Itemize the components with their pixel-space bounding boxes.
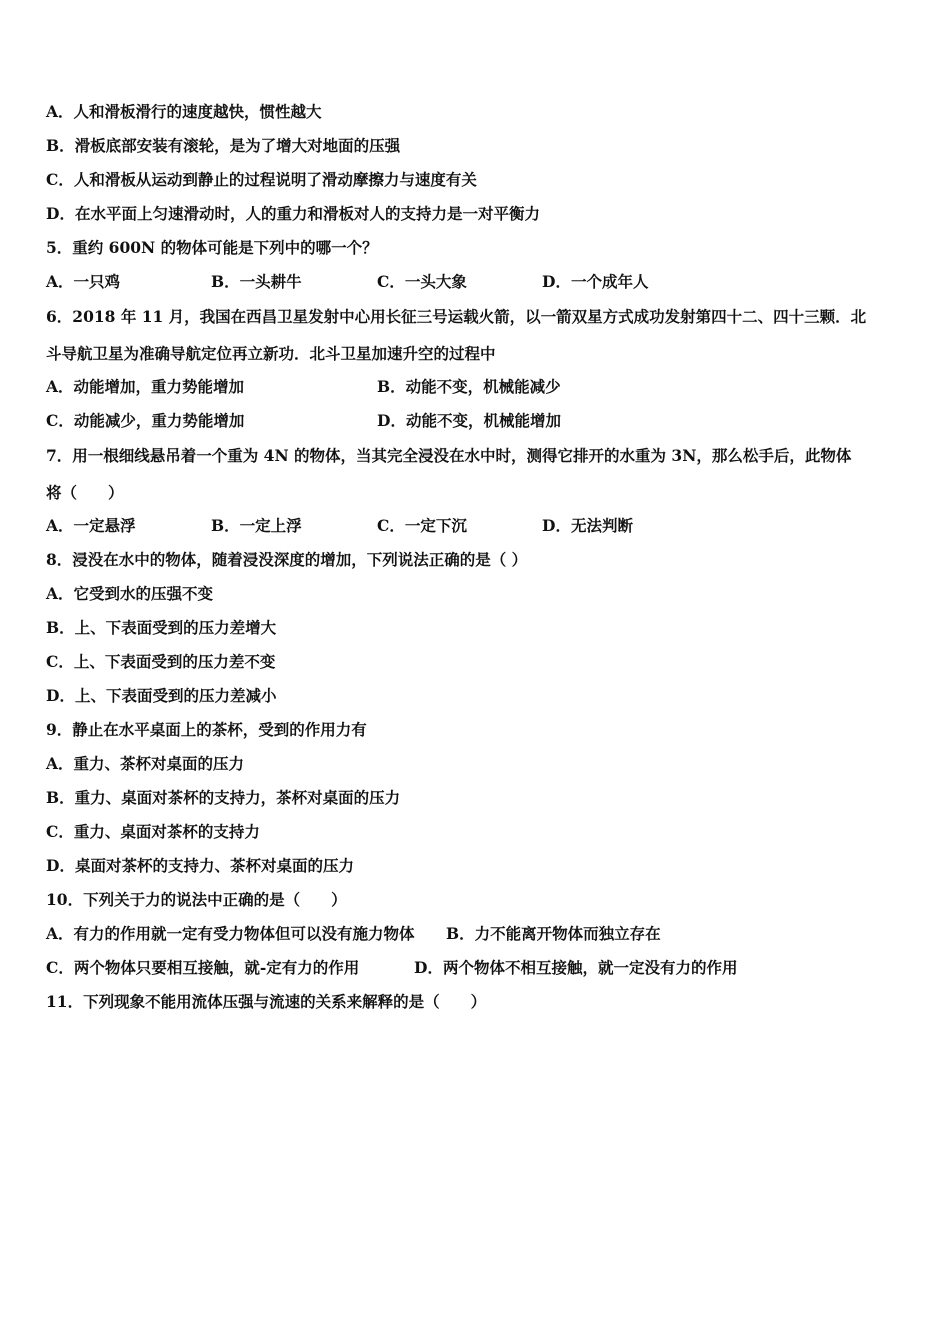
- q6-option-c: C．动能减少，重力势能增加: [46, 411, 245, 430]
- q8-option-b: B．上、下表面受到的压力差增大: [46, 618, 277, 637]
- q8-stem: 8．浸没在水中的物体，随着浸没深度的增加，下列说法正确的是（ ）: [46, 550, 528, 569]
- q4-option-b: B．滑板底部安装有滚轮，是为了增大对地面的压强: [46, 136, 401, 155]
- q6-option-b: B．动能不变，机械能减少: [377, 377, 561, 396]
- q11-stem: 11．下列现象不能用流体压强与流速的关系来解释的是（ ）: [46, 992, 487, 1011]
- q7-stem-line1: 7．用一根细线悬吊着一个重为 4N 的物体，当其完全浸没在水中时，测得它排开的水重为 3N，那么松手后，此物体: [46, 446, 852, 465]
- q4-option-d: D．在水平面上匀速滑动时，人的重力和滑板对人的支持力是一对平衡力: [46, 204, 540, 223]
- q9-option-d: D．桌面对茶杯的支持力、茶杯对桌面的压力: [46, 856, 354, 875]
- q6-option-d: D．动能不变，机械能增加: [377, 411, 561, 430]
- q6-option-a: A．动能增加，重力势能增加: [46, 377, 245, 396]
- q5-option-c: C．一头大象: [377, 272, 467, 291]
- q4-option-c: C．人和滑板从运动到静止的过程说明了滑动摩擦力与速度有关: [46, 170, 477, 189]
- q6-stem-line2: 斗导航卫星为准确导航定位再立新功．北斗卫星加速升空的过程中: [46, 344, 496, 363]
- q7-stem-line2: 将（ ）: [46, 483, 124, 502]
- q5-stem: 5．重约 600N 的物体可能是下列中的哪一个？: [46, 238, 378, 257]
- q7-option-d: D．无法判断: [542, 516, 633, 535]
- q10-option-c: C．两个物体只要相互接触，就-定有力的作用: [46, 958, 360, 977]
- q5-option-d: D．一个成年人: [542, 272, 649, 291]
- q5-option-b: B．一头耕牛: [211, 272, 302, 291]
- q5-option-a: A．一只鸡: [46, 272, 121, 291]
- q9-option-a: A．重力、茶杯对桌面的压力: [46, 754, 245, 773]
- q9-option-c: C．重力、桌面对茶杯的支持力: [46, 822, 260, 841]
- q7-option-c: C．一定下沉: [377, 516, 467, 535]
- q4-option-a: A．人和滑板滑行的速度越快，惯性越大: [46, 102, 322, 121]
- q8-option-c: C．上、下表面受到的压力差不变: [46, 652, 276, 671]
- q9-option-b: B．重力、桌面对茶杯的支持力，茶杯对桌面的压力: [46, 788, 401, 807]
- q10-stem: 10．下列关于力的说法中正确的是（ ）: [46, 890, 347, 909]
- q10-option-b: B．力不能离开物体而独立存在: [446, 924, 661, 943]
- q10-option-a: A．有力的作用就一定有受力物体但可以没有施力物体: [46, 924, 415, 943]
- q10-option-d: D．两个物体不相互接触，就一定没有力的作用: [414, 958, 738, 977]
- q6-stem-line1: 6．2018 年 11 月，我国在西昌卫星发射中心用长征三号运载火箭，以一箭双星方式成功发射第四十二、四十三颗．北: [46, 307, 867, 326]
- q8-option-d: D．上、下表面受到的压力差减小: [46, 686, 277, 705]
- q8-option-a: A．它受到水的压强不变: [46, 584, 214, 603]
- q7-option-a: A．一定悬浮: [46, 516, 136, 535]
- q7-option-b: B．一定上浮: [211, 516, 302, 535]
- q9-stem: 9．静止在水平桌面上的茶杯，受到的作用力有: [46, 720, 367, 739]
